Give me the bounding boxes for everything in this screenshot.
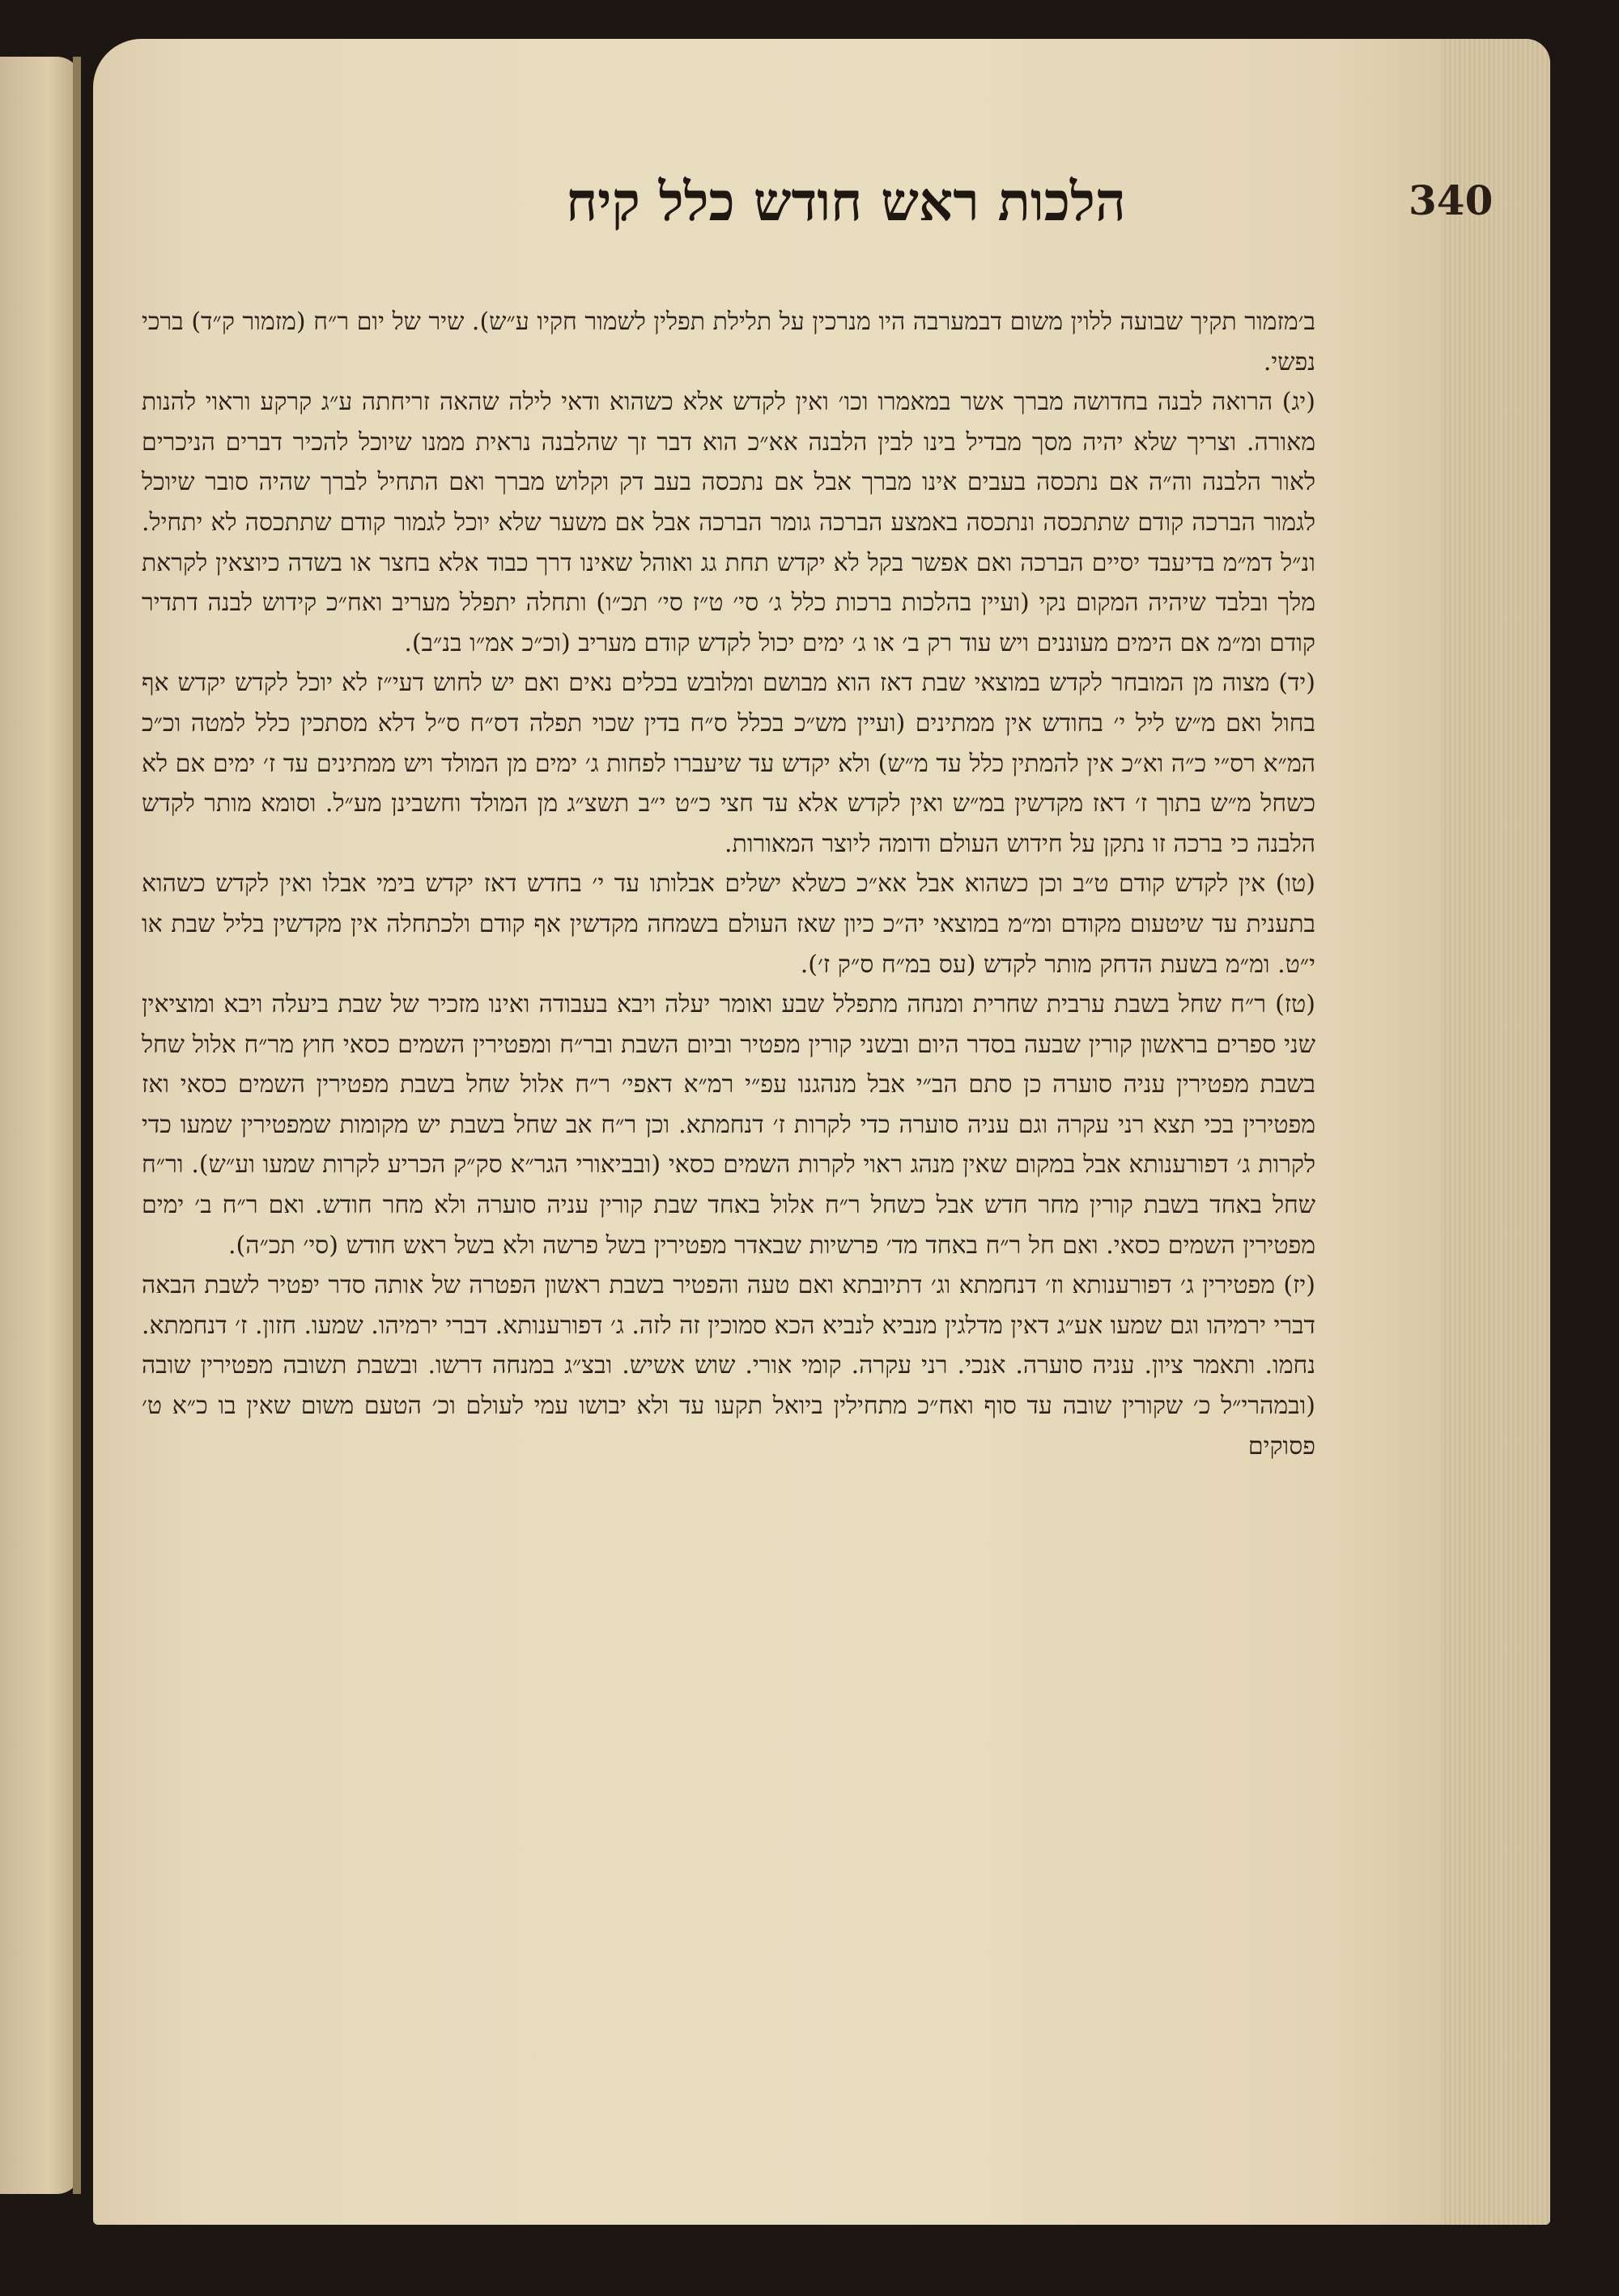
paragraph-17: (יז) מפטירין ג׳ דפורענותא וז׳ דנחמתא וג׳ דתיובתא ואם טעה והפטיר בשבת ראשון הפטרה של אותה סדר יפטיר לשבת הבאה דברי ירמיהו וגם שמעו אע״ג דאין מדלגין מנביא לנביא הכא סמוכין זה לזה. ג׳ דפורענותא. דברי ירמיהו. שמעו. חזון. ז׳ דנחמתא. נחמו. ותאמר ציון. עניה סוערה. אנכי. רני עקרה. קומי אורי. שוש אשיש. ובצ״ג במנחה דרשו. ובשבת תשובה מפטירין שובה (ובמהרי״ל כ׳ שקורין שובה עד סוף ואח״כ מתחילין ביואל תקעו עד ולא יבושו עמי לעולם וכ׳ הטעם משום שאין בו כ״א ט׳ פסוקים <box>142 1271 1315 1461</box>
page-number: 340 <box>1409 176 1494 224</box>
body-text <box>142 302 1315 2132</box>
paragraph-13: (יג) הרואה לבנה בחדושה מברך אשר במאמרו וכו׳ ואין לקדש אלא כשהוא ודאי לילה שהאה זריחתה ע״ג קרקע וראוי להנות מאורה. וצריך שלא יהיה מסך מבדיל בינו לבין הלבנה אא״כ הוא דבר זך שהלבנה נראית ממנו שיוכל להכיר דברים הניכרים לאור הלבנה וה״ה אם נתכסה בעבים אינו מברך אבל אם נתכסה בעב דק וקלוש מברך ואם התחיל לברך שהיה סובר שיוכל לגמור הברכה קודם שתתכסה ונתכסה באמצע הברכה גומר הברכה אבל אם משער שלא יוכל לגמור קודם שתתכסה לא יתחיל. ונ״ל דמ״מ בדיעבד יסיים הברכה ואם אפשר בקל לא יקדש תחת גג ואוהל שאינו דרך כבוד אלא בחצר או בשדה כיוצאין לקראת מלך ובלבד שיהיה המקום נקי (ועיין בהלכות ברכות כלל ג׳ סי׳ ט״ז סי׳ תכ״ו) ותחלה יתפלל מעריב ואח״כ קידוש לבנה דתדיר קודם ומ״מ אם הימים מעוננים ויש עוד רק ב׳ או ג׳ ימים יכול לקדש קודם מעריב (וכ״כ אמ״ו בנ״ב). <box>142 388 1315 657</box>
paragraph-14: (יד) מצוה מן המובחר לקדש במוצאי שבת דאז הוא מבושם ומלובש בכלים נאים ואם יש לחוש דעי״ז לא יוכל לקדש יקדש אף בחול ואם מ״ש ליל י׳ בחודש אין ממתינים (ועיין מש״כ בכלל ס״ח בדין שכוי תפלה דס״ח ס״ל דלא מסתכין כלל למטה וכ״כ המ״א רס״י כ״ה וא״כ אין להמתין כלל עד מ״ש) ולא יקדש עד שיעברו לפחות ג׳ ימים מן המולד ויש ממתינים עד ז׳ ימים אם לא כשחל מ״ש בתוך ז׳ דאז מקדשין במ״ש ואין לקדש אלא עד חצי כ״ט י״ב תשצ״ג מן המולד וחשבינן מע״ל. וסומא מותר לקדש הלבנה כי ברכה זו נתקן על חידוש העולם ודומה ליוצר המאורות. <box>142 669 1315 858</box>
running-title: הלכות ראש חודש כלל קיח <box>566 170 1126 233</box>
paragraph-15: (טו) אין לקדש קודם ט״ב וכן כשהוא אבל אא״כ כשלא ישלים אבלותו עד י׳ בחדש דאז יקדש בימי אבלו ואין לקדש כשהוא בתענית עד שיטעום מקודם ומ״מ במוצאי יה״כ כיון שאז העולם בשמחה מקדשין אף קודם ולכתחלה אין מקדשין בליל שבת או י״ט. ומ״מ בשעת הדחק מותר לקדש (עס במ״ח ס״ק ז׳). <box>142 870 1315 979</box>
page-stack-edge <box>1441 39 1550 2225</box>
facing-page-gutter <box>73 57 81 2194</box>
paragraph-16: (טז) ר״ח שחל בשבת ערבית שחרית ומנחה מתפלל שבע ואומר יעלה ויבא בעבודה ואינו מזכיר של שבת ביעלה ויבא ומוציאין שני ספרים בראשון קורין שבעה בסדר היום ובשני קורין מפטיר וביום השבת ובר״ח ומפטירין השמים כסאי חוץ מר״ח אלול שחל בשבת מפטירין עניה סוערה כן סתם הב״י אבל מנהגנו עפ״י רמ״א דאפי׳ ר״ח אלול שחל בשבת מפטירין השמים כסאי ואז מפטירין בכי תצא רני עקרה וגם עניה סוערה כדי לקרות ז׳ דנחמתא. וכן ר״ח אב שחל בשבת יש מקומות שמפטירין שמעו כדי לקרות ג׳ דפורענותא אבל במקום שאין מנהג ראוי לקרות השמים כסאי (ובביאורי הגר״א סק״ק הכריע לקרות שמעו וע״ש). ור״ח שחל באחד בשבת קורין מחר חדש אבל כשחל ר״ח אלול באחד שבת קורין עניה סוערה ולא מחר חודש. ואם ר״ח ב׳ ימים מפטירין השמים כסאי. ואם חל ר״ח באחד מד׳ פרשיות שבאדר מפטירין בשל פרשה ולא בשל ראש חודש (סי׳ תכ״ה). <box>142 990 1315 1260</box>
facing-page-edge <box>0 57 81 2194</box>
paragraph-intro: ב׳מזמור תקיך שבועה ללוין משום דבמערבה היו מנרכין על תלילת תפלין לשמור חקיו ע״ש). שיר של יום ר״ח (מזמור ק״ד) ברכי נפשי. <box>142 308 1315 376</box>
page-header <box>336 170 1494 266</box>
book-page <box>93 39 1550 2225</box>
